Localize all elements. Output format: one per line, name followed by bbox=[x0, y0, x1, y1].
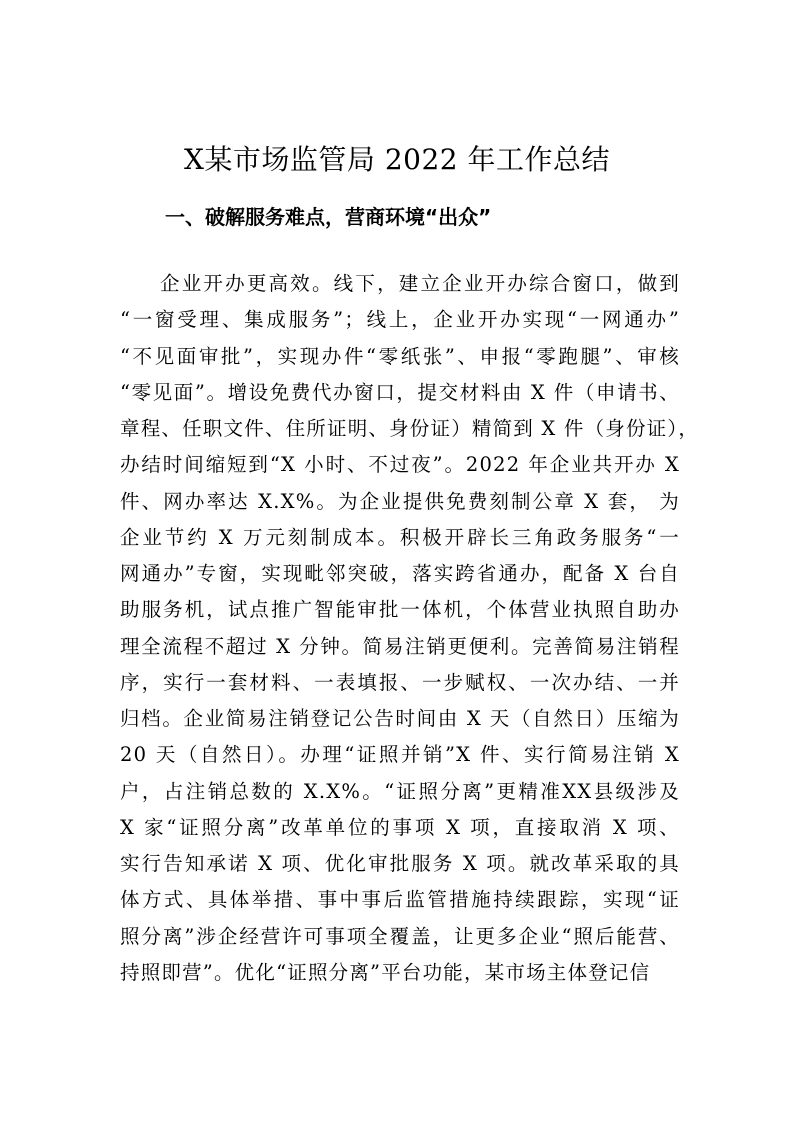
paragraph-line: 实行告知承诺 X 项、优化审批服务 X 项。就改革采取的具 bbox=[120, 852, 680, 875]
paragraph-line: 照分离”涉企经营许可事项全覆盖，让更多企业“照后能营、 bbox=[120, 924, 680, 948]
page-title: X某市场监管局 2022 年工作总结 bbox=[184, 143, 610, 176]
paragraph-line: “不见面审批”，实现办件“零纸张”、申报“零跑腿”、审核 bbox=[120, 344, 680, 368]
paragraph-line: 件、网办率达 X.X%。为企业提供免费刻制公章 X 套， 为 bbox=[120, 489, 680, 513]
paragraph-line: 办结时间缩短到“X 小时、不过夜”。2022 年企业共开办 X bbox=[120, 453, 680, 477]
paragraph-line: 助服务机，试点推广智能审批一体机，个体营业执照自助办 bbox=[120, 598, 680, 622]
paragraph-line: 体方式、具体举措、事中事后监管措施持续跟踪，实现“证 bbox=[120, 888, 680, 912]
paragraph-line: 归档。企业简易注销登记公告时间由 X 天（自然日）压缩为 bbox=[120, 707, 680, 730]
paragraph-line: “零见面”。增设免费代办窗口，提交材料由 X 件（申请书、 bbox=[120, 380, 680, 404]
paragraph-line: 理全流程不超过 X 分钟。简易注销更便利。完善简易注销程 bbox=[120, 634, 680, 658]
paragraph-line: 20 天（自然日）。办理“证照并销”X 件、实行简易注销 X bbox=[120, 743, 680, 767]
body-paragraph bbox=[120, 266, 700, 991]
paragraph-line: 序，实行一套材料、一表填报、一步赋权、一次办结、一并 bbox=[120, 670, 680, 694]
section-heading: 一、破解服务难点，营商环境“出众” bbox=[165, 205, 492, 229]
paragraph-line: 企业开办更高效。线下，建立企业开办综合窗口，做到 bbox=[160, 272, 680, 295]
paragraph-line: “一窗受理、集成服务”；线上，企业开办实现“一网通办” bbox=[120, 308, 680, 332]
paragraph-line: X 家“证照分离”改革单位的事项 X 项，直接取消 X 项、 bbox=[120, 815, 680, 839]
paragraph-line: 章程、任职文件、住所证明、身份证）精简到 X 件（身份证）， bbox=[120, 417, 700, 440]
paragraph-line: 企业节约 X 万元刻制成本。积极开辟长三角政务服务“一 bbox=[120, 525, 680, 549]
paragraph-line: 网通办”专窗，实现毗邻突破，落实跨省通办，配备 X 台自 bbox=[120, 562, 680, 585]
paragraph-line: 户，占注销总数的 X.X%。“证照分离”更精准XX县级涉及 bbox=[120, 779, 680, 803]
paragraph-line: 持照即营”。优化“证照分离”平台功能，某市场主体登记信 bbox=[120, 960, 651, 984]
